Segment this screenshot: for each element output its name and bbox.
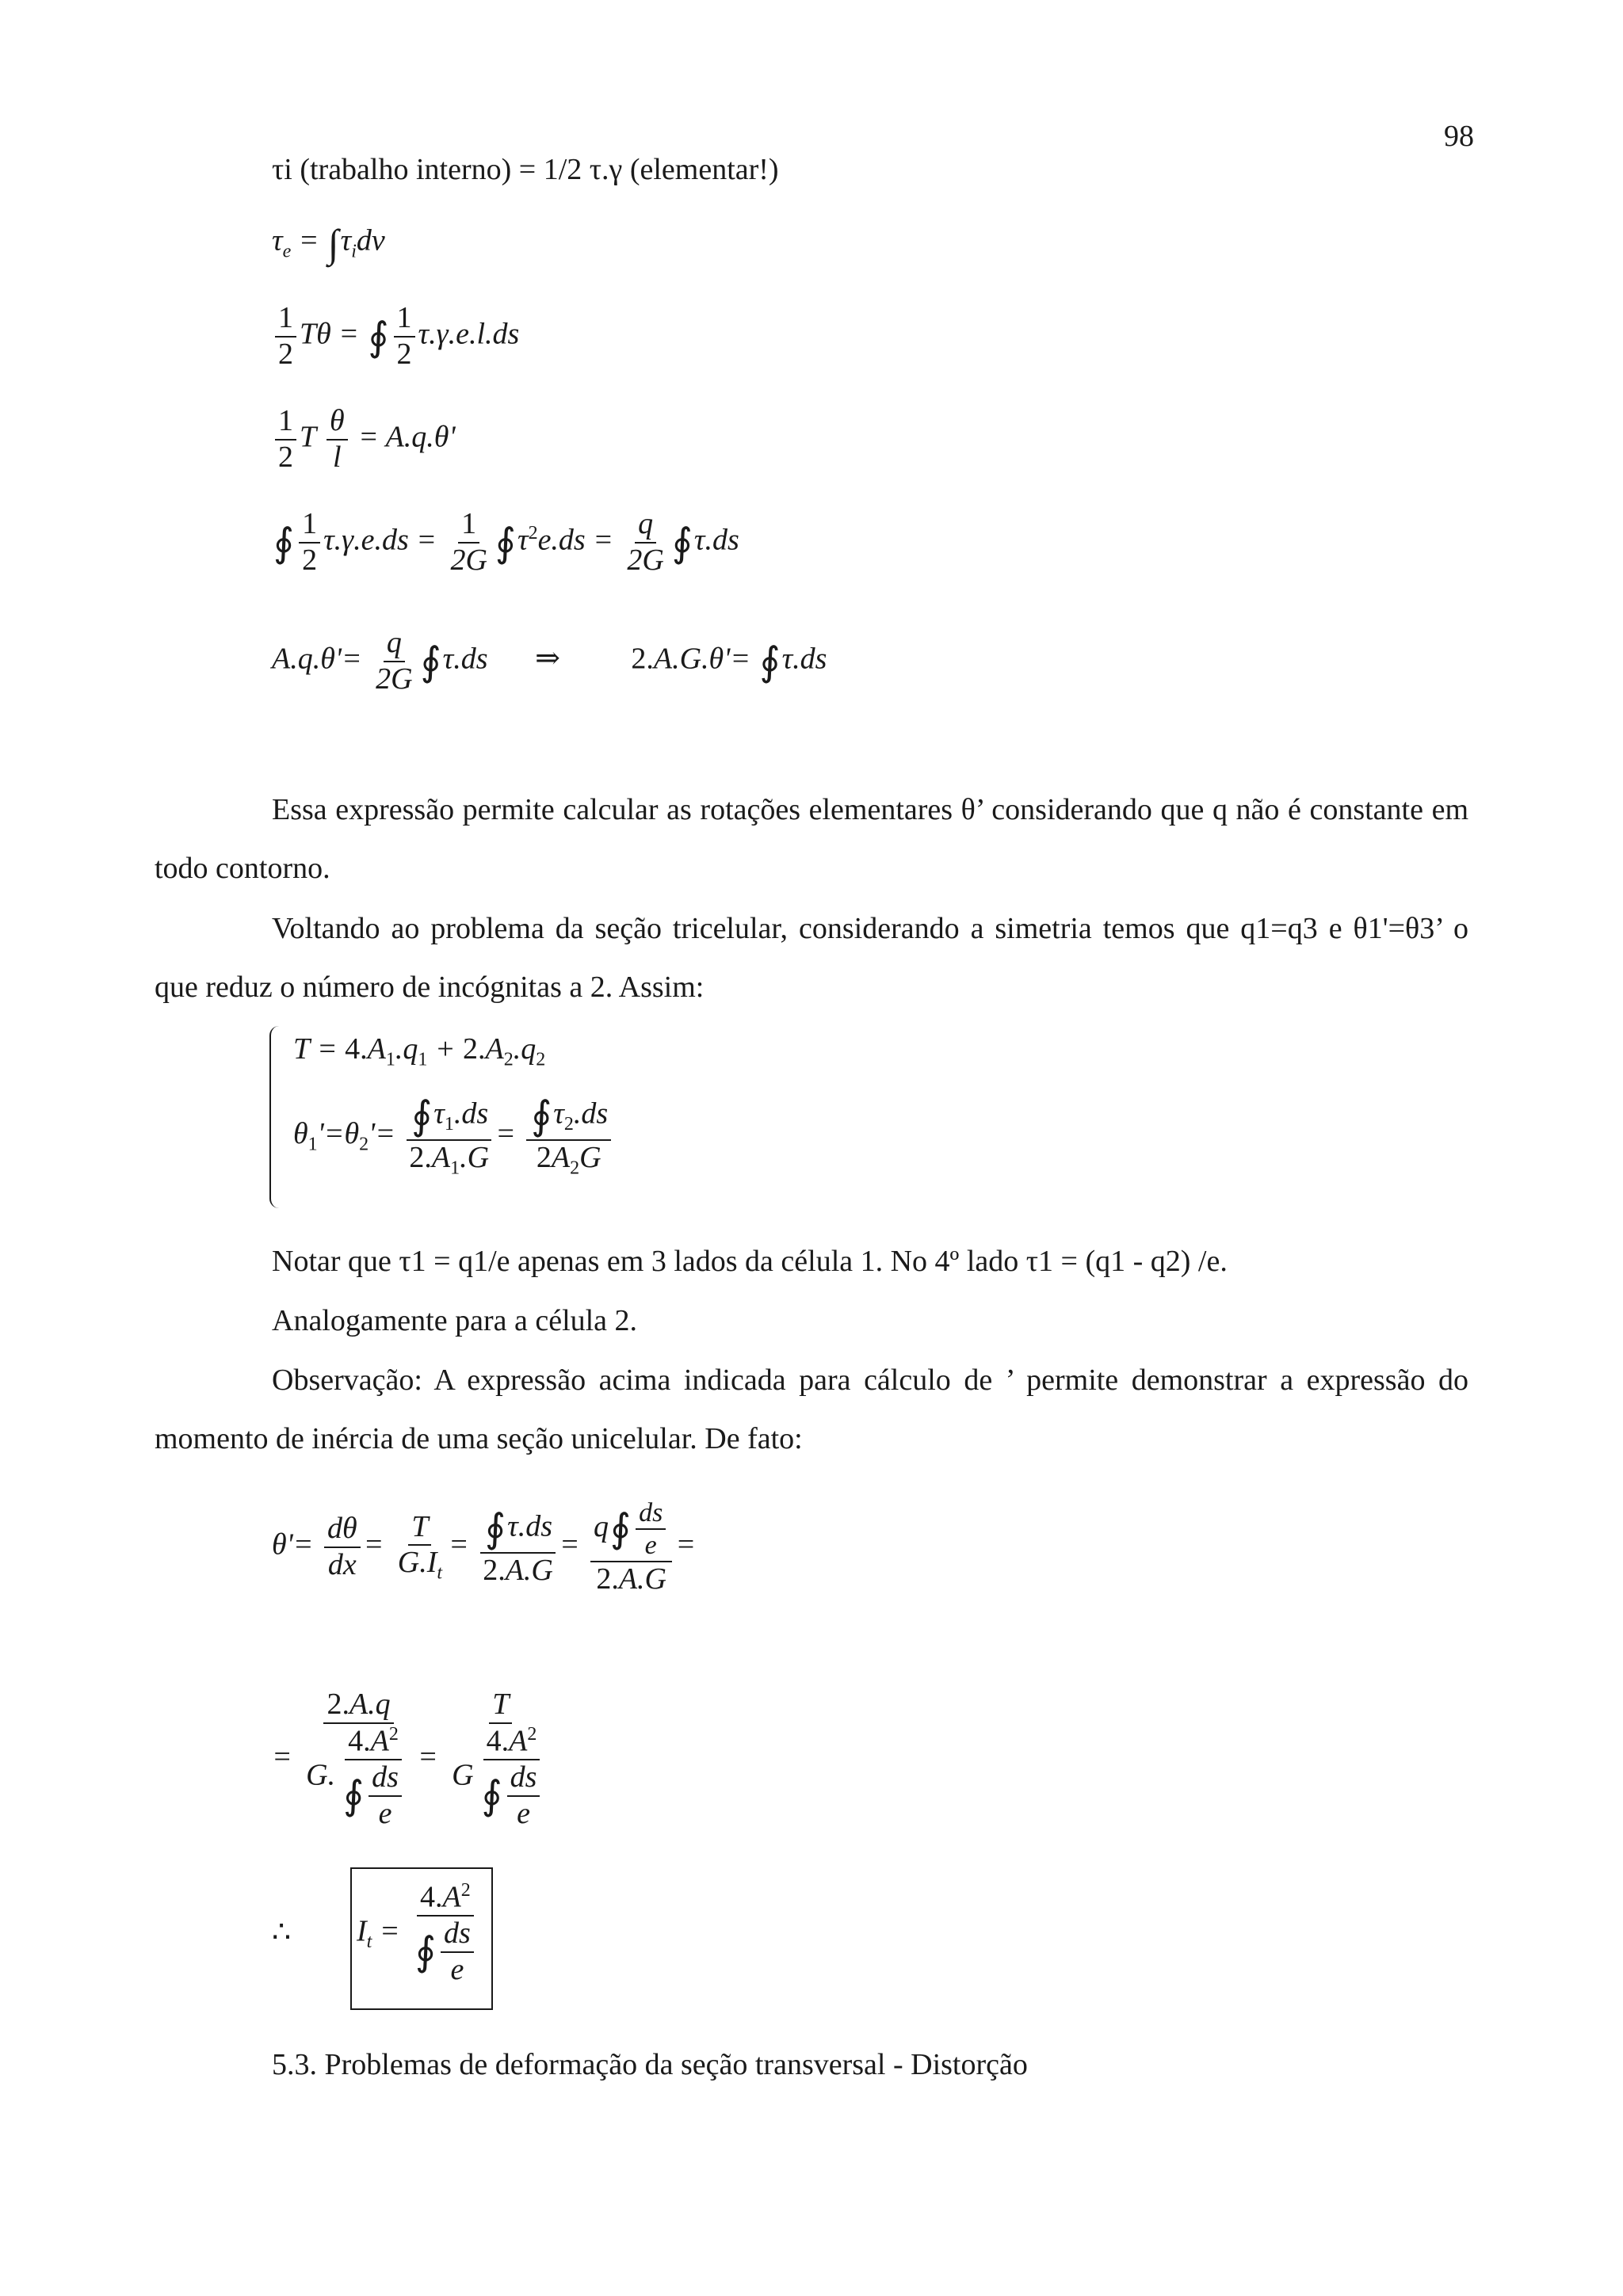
equation-half-t-theta: $\frac{1}{2}$ Tθ = ∮ $\frac{1}{2}$ τ.γ.e.l.ds (272, 301, 519, 372)
paragraph-note-tau: Notar que τ1 = q1/e apenas em 3 lados da célula 1. No 4º lado τ1 = (q1 - q2) /e. (272, 1245, 1228, 1278)
therefore-symbol: ∴ (272, 1916, 292, 1949)
equation-theta-prime: θ'= $\frac{d\theta}{dx}$ = $\frac{T}{G.I_t}$ = $\frac{∮\tau.ds}{2.A.G}$ = q∮ $\frac{ds}{e}$ 2.A.G = (272, 1498, 696, 1596)
internal-work-line (272, 154, 779, 185)
left-brace (269, 1026, 285, 1208)
system-line-1: $T = 4.A_1.q_1 + 2.A_2.q_2$ (293, 1032, 546, 1070)
paragraph-tricellular: Voltando ao problema da seção tricelular, considerando a simetria temos que q1=q3 e θ1'=θ3’ o que reduz o número de incógnitas a 2. Assim: (155, 912, 1468, 1005)
paragraph-analog: Analogamente para a célula 2. (272, 1304, 638, 1337)
page-number: 98 (1444, 120, 1474, 153)
equation-tau-e: $\tau_e = \int\tau_idv$ (272, 221, 385, 265)
section-title: 5.3. Problemas de deformação da seção transversal - Distorção (272, 2048, 1028, 2081)
paragraph-observation: Observação: A expressão acima indicada para cálculo de ’ permite demonstrar a expressão do momento de inércia de uma seção unicelular. De fato: (155, 1363, 1468, 1456)
equation-result: A.q.θ'= $\frac{q}{2G}$ ∮τ.ds ⇒ 2.A.G.θ'= ∮τ.ds (272, 626, 827, 696)
equation-half-t-theta-over-l: $\frac{1}{2}$ T $\frac{\theta}{l}$ = A.q.θ' (272, 404, 456, 475)
internal-work-text: τi (trabalho interno) = 1/2 τ.γ (elementar!) (272, 153, 779, 186)
system-line-2: $\theta_1'=\theta_2'=$ $\frac{∮\tau_1.ds}{2.A_1.G}$ = $\frac{∮\tau_2.ds}{2A_2G}$ (293, 1093, 614, 1180)
equation-it: $I_t$ = $4.A^2$ ∮ $\frac{ds}{e}$ (357, 1880, 483, 1988)
paragraph-rotations: Essa expressão permite calcular as rotações elementares θ’ considerando que q não é constante em todo contorno. (155, 793, 1468, 886)
boxed-torsion-constant (350, 1867, 493, 2010)
equation-integral-chain: ∮ $\frac{1}{2}$ τ.γ.e.ds = $\frac{1}{2G}$ $∮\tau^2e.ds$ = $\frac{q}{2G}$ ∮τ.ds (273, 507, 739, 577)
equation-second-line: = 2.A.q G. $4.A^2$ ∮ $\frac{ds}{e}$ = T G $4.A^2$ ∮ $\frac{ds}{e}$ (272, 1688, 556, 1831)
equation-system (269, 1026, 682, 1208)
